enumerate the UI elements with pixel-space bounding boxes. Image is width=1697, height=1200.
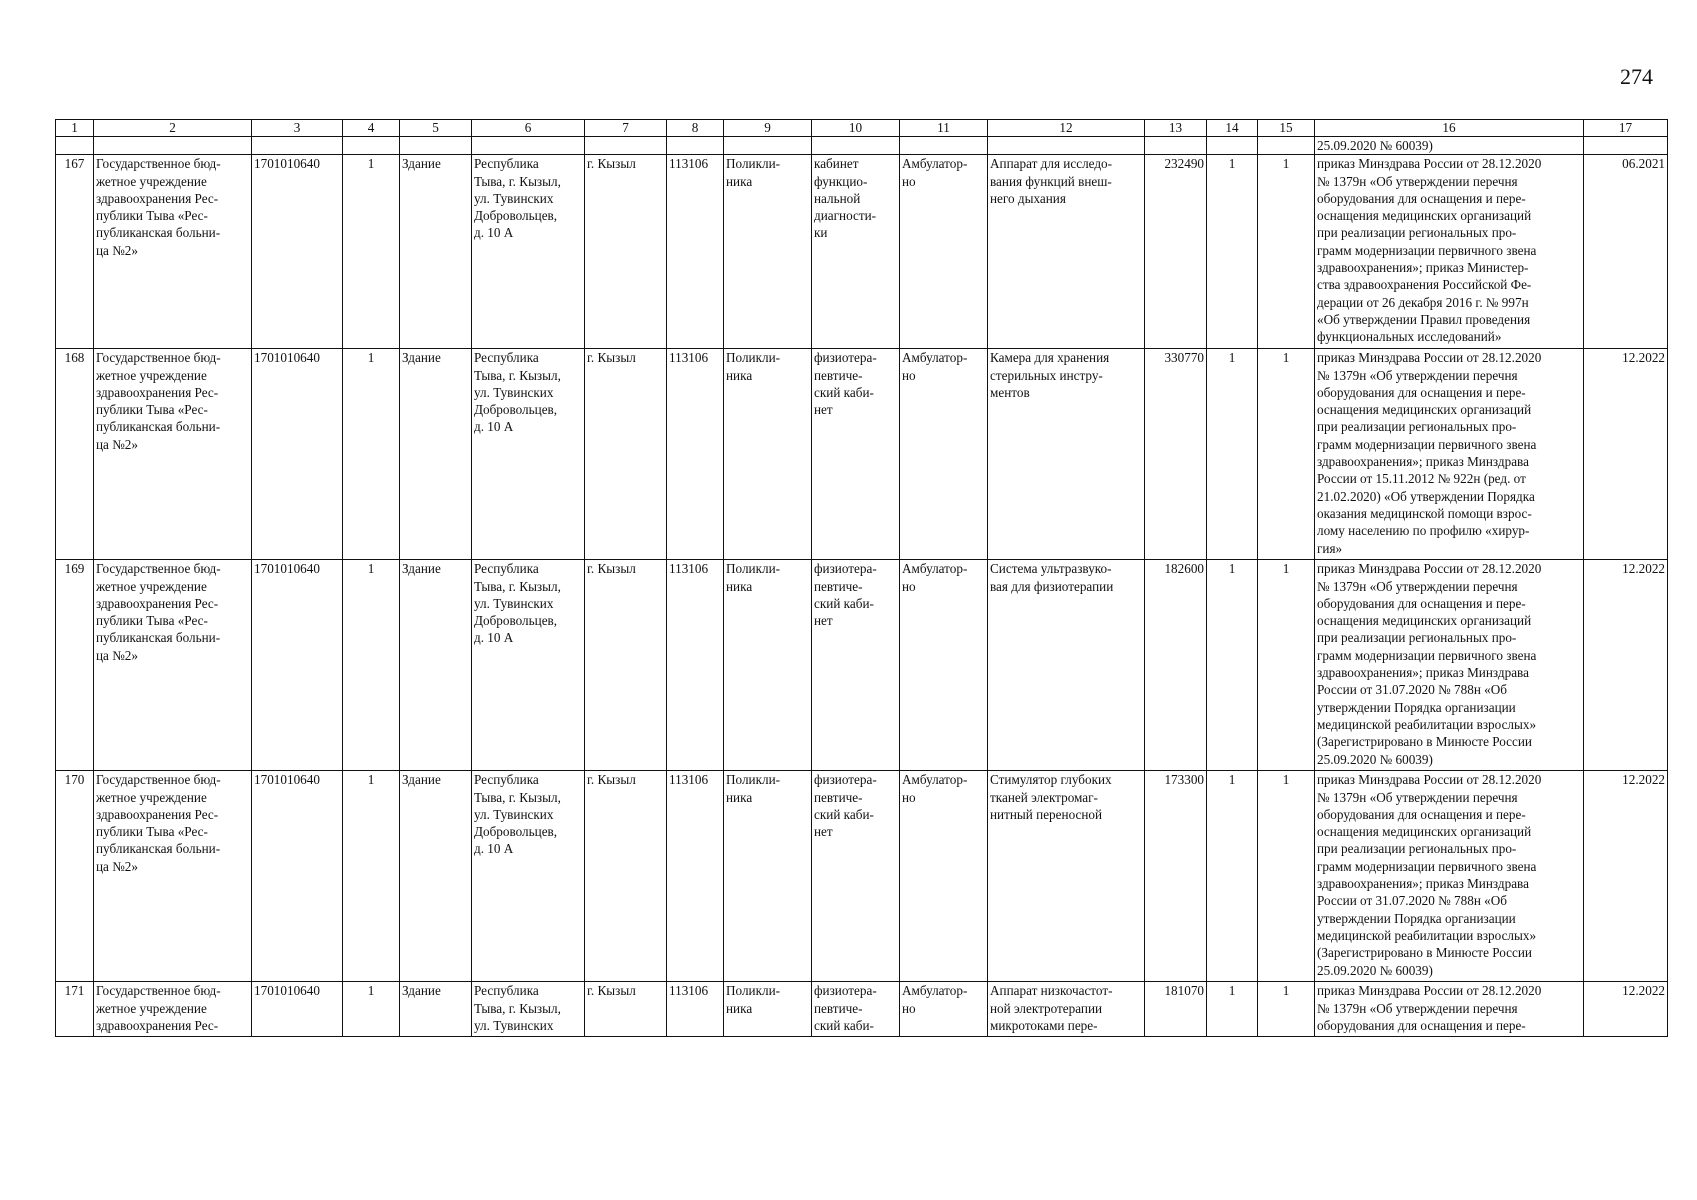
column13-cell: 182600	[1145, 560, 1207, 771]
code-cell: 113106	[667, 560, 724, 771]
organization-cell: Государственное бюд- жетное учреждение здравоохранения Рес- публики Тыва «Рес- публиканская больни- ца №2»	[94, 155, 252, 349]
subdivision-cell: Поликли- ника	[724, 349, 812, 560]
column15-cell: 1	[1258, 349, 1315, 560]
column15-cell: 1	[1258, 982, 1315, 1037]
count-cell: 1	[343, 560, 400, 771]
page-number: 274	[1620, 64, 1653, 89]
city-cell: г. Кызыл	[585, 771, 667, 982]
subdivision-cell: Поликли- ника	[724, 560, 812, 771]
table-row	[56, 771, 1668, 982]
row-number: 170	[56, 771, 94, 982]
column-header: 16	[1315, 120, 1584, 137]
care-mode-cell: Амбулатор- но	[900, 155, 988, 349]
table-row	[56, 349, 1668, 560]
care-mode-cell: Амбулатор- но	[900, 982, 988, 1037]
care-mode-cell: Амбулатор- но	[900, 349, 988, 560]
registry-table	[55, 119, 1668, 1037]
equipment-cell: Аппарат для исследо- вания функций внеш- него дыхания	[988, 155, 1145, 349]
column14-cell: 1	[1207, 560, 1258, 771]
code-cell: 113106	[667, 155, 724, 349]
equipment-cell: Камера для хранения стерильных инстру- ментов	[988, 349, 1145, 560]
care-mode-cell: Амбулатор- но	[900, 771, 988, 982]
object-type-cell: Здание	[400, 771, 472, 982]
column14-cell: 1	[1207, 771, 1258, 982]
column15-cell: 1	[1258, 155, 1315, 349]
count-cell: 1	[343, 771, 400, 982]
room-cell: физиотера- певтиче- ский каби- нет	[812, 771, 900, 982]
column15-cell: 1	[1258, 560, 1315, 771]
column14-cell: 1	[1207, 155, 1258, 349]
column13-cell: 330770	[1145, 349, 1207, 560]
equipment-cell: Аппарат низкочастот- ной электротерапии микротоками пере-	[988, 982, 1145, 1037]
count-cell: 1	[343, 155, 400, 349]
column-header: 15	[1258, 120, 1315, 137]
column14-cell: 1	[1207, 349, 1258, 560]
column-header: 17	[1584, 120, 1668, 137]
count-cell: 1	[343, 982, 400, 1037]
column-header: 2	[94, 120, 252, 137]
equipment-cell: Стимулятор глубоких тканей электромаг- нитный переносной	[988, 771, 1145, 982]
address-cell: Республика Тыва, г. Кызыл, ул. Тувинских Добровольцев, д. 10 А	[472, 560, 585, 771]
organization-cell: Государственное бюд- жетное учреждение здравоохранения Рес- публики Тыва «Рес- публиканская больни- ца №2»	[94, 349, 252, 560]
address-cell: Республика Тыва, г. Кызыл, ул. Тувинских	[472, 982, 585, 1037]
column-header: 4	[343, 120, 400, 137]
object-type-cell: Здание	[400, 155, 472, 349]
room-cell: физиотера- певтиче- ский каби- нет	[812, 560, 900, 771]
column13-cell: 173300	[1145, 771, 1207, 982]
column15-cell: 1	[1258, 771, 1315, 982]
column-header: 11	[900, 120, 988, 137]
equipment-cell: Система ультразвуко- вая для физиотерапии	[988, 560, 1145, 771]
object-type-cell: Здание	[400, 560, 472, 771]
basis-cell: приказ Минздрава России от 28.12.2020 № 1379н «Об утверждении перечня оборудования для оснащения и пере- оснащения медицинских организаций при реализации региональных про- грамм модернизации первичного звена здравоохранения»; приказ Минздрава России от 15.11.2012 № 922н (ред. от 21.02.2020) «Об утверждении Порядка оказания медицинской помощи взрос- лому населению по профилю «хирур- гия»	[1315, 349, 1584, 560]
date-cell: 12.2022	[1584, 349, 1668, 560]
organization-cell: Государственное бюд- жетное учреждение здравоохранения Рес- публики Тыва «Рес- публиканская больни- ца №2»	[94, 560, 252, 771]
room-cell: физиотера- певтиче- ский каби-	[812, 982, 900, 1037]
subdivision-cell: Поликли- ника	[724, 982, 812, 1037]
city-cell: г. Кызыл	[585, 349, 667, 560]
inn-cell: 1701010640	[252, 349, 343, 560]
column-header: 1	[56, 120, 94, 137]
row-number: 167	[56, 155, 94, 349]
address-cell: Республика Тыва, г. Кызыл, ул. Тувинских Добровольцев, д. 10 А	[472, 771, 585, 982]
column-header: 10	[812, 120, 900, 137]
code-cell: 113106	[667, 771, 724, 982]
column14-cell: 1	[1207, 982, 1258, 1037]
inn-cell: 1701010640	[252, 982, 343, 1037]
inn-cell: 1701010640	[252, 771, 343, 982]
row-number: 171	[56, 982, 94, 1037]
address-cell: Республика Тыва, г. Кызыл, ул. Тувинских Добровольцев, д. 10 А	[472, 349, 585, 560]
city-cell: г. Кызыл	[585, 155, 667, 349]
organization-cell: Государственное бюд- жетное учреждение здравоохранения Рес-	[94, 982, 252, 1037]
basis-cell: приказ Минздрава России от 28.12.2020 № 1379н «Об утверждении перечня оборудования для оснащения и пере- оснащения медицинских организаций при реализации региональных про- грамм модернизации первичного звена здравоохранения»; приказ Минздрава России от 31.07.2020 № 788н «Об утверждении Порядка организации медицинской реабилитации взрослых» (Зарегистрировано в Минюсте России 25.09.2020 № 60039)	[1315, 771, 1584, 982]
organization-cell: Государственное бюд- жетное учреждение здравоохранения Рес- публики Тыва «Рес- публиканская больни- ца №2»	[94, 771, 252, 982]
column13-cell: 232490	[1145, 155, 1207, 349]
date-cell: 12.2022	[1584, 560, 1668, 771]
header-row	[56, 120, 1668, 137]
column-header: 9	[724, 120, 812, 137]
inn-cell: 1701010640	[252, 155, 343, 349]
column-header: 13	[1145, 120, 1207, 137]
basis-cell: приказ Минздрава России от 28.12.2020 № 1379н «Об утверждении перечня оборудования для оснащения и пере- оснащения медицинских организаций при реализации региональных про- грамм модернизации первичного звена здравоохранения»; приказ Министер- ства здравоохранения Российской Фе- дерации от 26 декабря 2016 г. № 997н «Об утверждении Правил проведения функциональных исследований»	[1315, 155, 1584, 349]
room-cell: кабинет функцио- нальной диагности- ки	[812, 155, 900, 349]
subdivision-cell: Поликли- ника	[724, 771, 812, 982]
column-header: 5	[400, 120, 472, 137]
city-cell: г. Кызыл	[585, 982, 667, 1037]
column-header: 12	[988, 120, 1145, 137]
basis-cell: приказ Минздрава России от 28.12.2020 № 1379н «Об утверждении перечня оборудования для оснащения и пере-	[1315, 982, 1584, 1037]
care-mode-cell: Амбулатор- но	[900, 560, 988, 771]
table-row	[56, 982, 1668, 1037]
table-row	[56, 560, 1668, 771]
room-cell: физиотера- певтиче- ский каби- нет	[812, 349, 900, 560]
code-cell: 113106	[667, 982, 724, 1037]
basis-cell: приказ Минздрава России от 28.12.2020 № 1379н «Об утверждении перечня оборудования для оснащения и пере- оснащения медицинских организаций при реализации региональных про- грамм модернизации первичного звена здравоохранения»; приказ Минздрава России от 31.07.2020 № 788н «Об утверждении Порядка организации медицинской реабилитации взрослых» (Зарегистрировано в Минюсте России 25.09.2020 № 60039)	[1315, 560, 1584, 771]
date-cell: 12.2022	[1584, 771, 1668, 982]
column13-cell: 181070	[1145, 982, 1207, 1037]
code-cell: 113106	[667, 349, 724, 560]
row-number: 169	[56, 560, 94, 771]
column-header: 6	[472, 120, 585, 137]
object-type-cell: Здание	[400, 349, 472, 560]
column-header: 14	[1207, 120, 1258, 137]
column-header: 8	[667, 120, 724, 137]
continuation-row	[56, 137, 1668, 155]
date-cell: 06.2021	[1584, 155, 1668, 349]
address-cell: Республика Тыва, г. Кызыл, ул. Тувинских Добровольцев, д. 10 А	[472, 155, 585, 349]
subdivision-cell: Поликли- ника	[724, 155, 812, 349]
object-type-cell: Здание	[400, 982, 472, 1037]
continuation-basis: 25.09.2020 № 60039)	[1315, 137, 1584, 155]
column-header: 3	[252, 120, 343, 137]
table-row	[56, 155, 1668, 349]
city-cell: г. Кызыл	[585, 560, 667, 771]
row-number: 168	[56, 349, 94, 560]
date-cell: 12.2022	[1584, 982, 1668, 1037]
column-header: 7	[585, 120, 667, 137]
count-cell: 1	[343, 349, 400, 560]
inn-cell: 1701010640	[252, 560, 343, 771]
